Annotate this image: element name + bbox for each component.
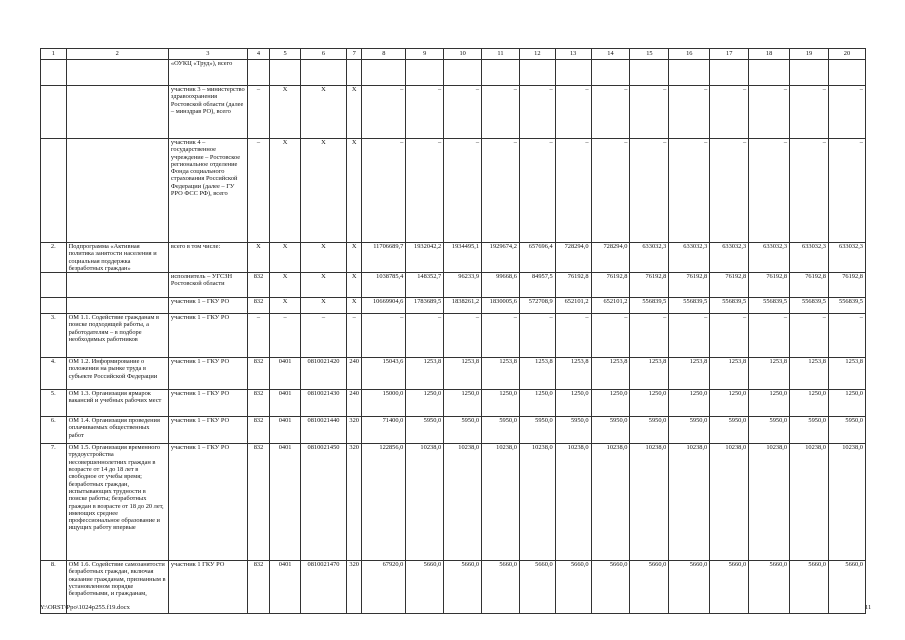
table-cell: 5950,0 (710, 417, 749, 444)
table-cell: 1250,0 (519, 390, 555, 417)
table-cell (630, 60, 669, 86)
table-cell: 1932042,2 (406, 243, 444, 273)
table-cell: 240 (347, 390, 362, 417)
table-cell: 10238,0 (749, 444, 790, 561)
column-number: 18 (749, 49, 790, 60)
table-cell (749, 60, 790, 86)
column-number: 13 (555, 49, 591, 60)
table-row (41, 298, 866, 314)
table-row (41, 390, 866, 417)
table-cell: X (270, 273, 301, 298)
table-cell: 0810021450 (300, 444, 346, 561)
table-cell: 633032,3 (790, 243, 829, 273)
table-cell: 728294,0 (591, 243, 630, 273)
table-cell: 76192,8 (555, 273, 591, 298)
table-cell: 1253,8 (669, 358, 710, 390)
table-cell: 832 (247, 417, 270, 444)
table-cell: 1838261,2 (444, 298, 482, 314)
table-cell: – (591, 314, 630, 358)
table-cell: 556839,5 (749, 298, 790, 314)
table-cell: 0401 (270, 444, 301, 561)
table-cell: 1253,8 (710, 358, 749, 390)
table-cell: 10238,0 (710, 444, 749, 561)
table-cell: ОМ 1.2. Информирование о положении на рынке труда в субъекте Российской Федерации (66, 358, 168, 390)
table-cell: 10238,0 (444, 444, 482, 561)
table-cell: 633032,3 (630, 243, 669, 273)
table-cell: 1250,0 (669, 390, 710, 417)
table-cell: 1250,0 (790, 390, 829, 417)
table-cell: участник 1 ГКУ РО (168, 561, 247, 614)
table-cell: 633032,3 (669, 243, 710, 273)
table-cell: 1250,0 (710, 390, 749, 417)
table-cell: X (300, 273, 346, 298)
table-cell: 84957,5 (519, 273, 555, 298)
table-cell: 10669904,6 (362, 298, 406, 314)
table-cell (482, 60, 520, 86)
table-cell: 1253,8 (630, 358, 669, 390)
table-cell: – (555, 314, 591, 358)
table-cell: участник 3 – министерство здравоохранения Ростовской области (далее – минздрав РО), всего (168, 86, 247, 139)
table-cell: – (828, 139, 865, 243)
table-cell: ОМ 1.6. Содействие самозанятости безработных граждан, включая оказание гражданам, признанным в установленном порядке безработными, и гражданам, (66, 561, 168, 614)
table-cell: 1250,0 (406, 390, 444, 417)
table-cell: «ОУКЦ «Труд»), всего (168, 60, 247, 86)
table-cell: X (300, 86, 346, 139)
table-cell: – (828, 86, 865, 139)
table-cell: 1253,8 (790, 358, 829, 390)
table-cell: 556839,5 (790, 298, 829, 314)
table-cell: X (270, 298, 301, 314)
table-cell: Подпрограмма «Активная политика занятости населения и социальная поддержка безработных граждан» (66, 243, 168, 273)
table-cell: 1038785,4 (362, 273, 406, 298)
table-cell: 10238,0 (482, 444, 520, 561)
table-cell: 832 (247, 298, 270, 314)
table-cell: 1250,0 (828, 390, 865, 417)
table-cell: 3. (41, 314, 67, 358)
table-cell: – (444, 86, 482, 139)
column-number: 6 (300, 49, 346, 60)
footer-file-path: Y:\ORST\Ppo\1024p255.f19.docx (40, 604, 130, 611)
table-cell: – (482, 86, 520, 139)
table-cell: 1253,8 (828, 358, 865, 390)
table-cell: ОМ 1.4. Организация проведения оплачиваемых общественных работ (66, 417, 168, 444)
table-cell: 5660,0 (406, 561, 444, 614)
table-cell (444, 60, 482, 86)
table-cell: 96233,9 (444, 273, 482, 298)
table-cell: 1253,8 (555, 358, 591, 390)
table-cell: X (247, 243, 270, 273)
table-cell: – (710, 314, 749, 358)
table-cell: – (362, 314, 406, 358)
table-cell: X (347, 298, 362, 314)
table-cell: 76192,8 (749, 273, 790, 298)
table-cell: 657696,4 (519, 243, 555, 273)
table-cell: 1253,8 (406, 358, 444, 390)
budget-table (40, 48, 866, 614)
table-cell: 1250,0 (555, 390, 591, 417)
table-row (41, 444, 866, 561)
table-cell: 10238,0 (406, 444, 444, 561)
table-cell: 1783689,5 (406, 298, 444, 314)
table-cell: 5660,0 (444, 561, 482, 614)
table-cell: 76192,8 (630, 273, 669, 298)
table-cell (362, 60, 406, 86)
table-cell: – (669, 314, 710, 358)
table-cell: 5. (41, 390, 67, 417)
column-number: 20 (828, 49, 865, 60)
table-cell: 1250,0 (591, 390, 630, 417)
column-number: 9 (406, 49, 444, 60)
table-cell: X (347, 86, 362, 139)
column-number: 7 (347, 49, 362, 60)
column-number: 14 (591, 49, 630, 60)
table-cell (66, 86, 168, 139)
table-cell (41, 60, 67, 86)
column-number: 2 (66, 49, 168, 60)
table-cell (669, 60, 710, 86)
table-cell: ОМ 1.1. Содействие гражданам в поиске подходящей работы, а работодателям – в подборе необходимых работников (66, 314, 168, 358)
table-cell: 67920,0 (362, 561, 406, 614)
table-cell: 1929674,2 (482, 243, 520, 273)
column-number: 3 (168, 49, 247, 60)
table-cell: X (270, 86, 301, 139)
table-cell: – (591, 139, 630, 243)
table-cell (66, 139, 168, 243)
table-cell: 76192,8 (669, 273, 710, 298)
table-row (41, 86, 866, 139)
table-cell: 5950,0 (591, 417, 630, 444)
table-cell: 7. (41, 444, 67, 561)
table-cell: 1253,8 (444, 358, 482, 390)
table-cell (66, 298, 168, 314)
table-cell: 2. (41, 243, 67, 273)
table-row (41, 314, 866, 358)
table-cell: X (300, 139, 346, 243)
table-cell: участник 1 – ГКУ РО (168, 444, 247, 561)
table-row (41, 139, 866, 243)
table-cell: 10238,0 (519, 444, 555, 561)
table-cell: 0810021470 (300, 561, 346, 614)
table-cell: – (630, 314, 669, 358)
table-cell: 832 (247, 390, 270, 417)
table-row (41, 243, 866, 273)
table-cell: 0810021420 (300, 358, 346, 390)
table-cell: – (482, 314, 520, 358)
column-number: 12 (519, 49, 555, 60)
table-cell: 76192,8 (790, 273, 829, 298)
column-number: 8 (362, 49, 406, 60)
table-cell: 1250,0 (482, 390, 520, 417)
table-cell: 5660,0 (828, 561, 865, 614)
table-cell (555, 60, 591, 86)
table-cell: 556839,5 (710, 298, 749, 314)
table-cell: – (790, 86, 829, 139)
table-cell (347, 60, 362, 86)
table-cell: X (270, 139, 301, 243)
table-cell: 5660,0 (790, 561, 829, 614)
table-cell: 320 (347, 417, 362, 444)
column-number: 10 (444, 49, 482, 60)
table-cell: 572708,9 (519, 298, 555, 314)
table-cell: участник 1 – ГКУ РО (168, 314, 247, 358)
table-cell: 10238,0 (790, 444, 829, 561)
table-cell: 320 (347, 444, 362, 561)
table-cell (41, 86, 67, 139)
table-cell (66, 60, 168, 86)
table-row (41, 358, 866, 390)
table-cell: 4. (41, 358, 67, 390)
table-cell: – (444, 139, 482, 243)
table-cell: 5660,0 (591, 561, 630, 614)
column-number: 5 (270, 49, 301, 60)
table-cell: 832 (247, 444, 270, 561)
table-cell: 5950,0 (444, 417, 482, 444)
column-number: 16 (669, 49, 710, 60)
table-cell: 10238,0 (669, 444, 710, 561)
table-cell: 10238,0 (630, 444, 669, 561)
table-cell: – (519, 86, 555, 139)
table-cell: – (555, 86, 591, 139)
table-cell: 556839,5 (828, 298, 865, 314)
table-cell: участник 1 – ГКУ РО (168, 417, 247, 444)
table-cell: 0810021440 (300, 417, 346, 444)
table-cell: 5660,0 (555, 561, 591, 614)
table-cell: всего в том числе: (168, 243, 247, 273)
table-cell: – (749, 314, 790, 358)
table-cell: – (630, 139, 669, 243)
column-number: 11 (482, 49, 520, 60)
table-cell: 633032,3 (749, 243, 790, 273)
table-cell: 71400,0 (362, 417, 406, 444)
table-cell: 10238,0 (591, 444, 630, 561)
table-cell: участник 4 – государственное учреждение – Ростовское региональное отделение Фонда социального страхования Российской Федерации (далее – ГУ РРО ФСС РФ), всего (168, 139, 247, 243)
table-cell: 5660,0 (482, 561, 520, 614)
table-cell: исполнитель – УГСЗН Ростовской области (168, 273, 247, 298)
table-cell: 652101,2 (591, 298, 630, 314)
table-cell: 556839,5 (669, 298, 710, 314)
table-cell: 832 (247, 561, 270, 614)
table-cell: 0810021430 (300, 390, 346, 417)
table-cell: 633032,3 (710, 243, 749, 273)
table-cell: 0401 (270, 561, 301, 614)
table-cell: 5950,0 (519, 417, 555, 444)
column-number: 19 (790, 49, 829, 60)
table-cell: – (790, 139, 829, 243)
table-cell (790, 60, 829, 86)
table-cell: 832 (247, 358, 270, 390)
table-cell (66, 273, 168, 298)
table-cell: – (710, 139, 749, 243)
table-cell: 1250,0 (444, 390, 482, 417)
table-cell: 652101,2 (555, 298, 591, 314)
table-cell: – (749, 139, 790, 243)
table-cell: 8. (41, 561, 67, 614)
table-cell: 5660,0 (749, 561, 790, 614)
table-cell: 5950,0 (790, 417, 829, 444)
table-cell: – (247, 314, 270, 358)
table-cell: – (444, 314, 482, 358)
column-number: 4 (247, 49, 270, 60)
table-cell (247, 60, 270, 86)
table-cell (591, 60, 630, 86)
table-cell: – (247, 139, 270, 243)
table-cell: 5660,0 (710, 561, 749, 614)
table-cell (300, 60, 346, 86)
table-cell: X (347, 139, 362, 243)
column-number: 15 (630, 49, 669, 60)
table-cell: 10238,0 (828, 444, 865, 561)
table-cell: – (669, 86, 710, 139)
table-cell: – (362, 86, 406, 139)
table-cell: – (519, 314, 555, 358)
table-cell: 1250,0 (749, 390, 790, 417)
table-cell: – (519, 139, 555, 243)
table-row (41, 273, 866, 298)
table-cell: 1250,0 (630, 390, 669, 417)
table-cell: 10238,0 (555, 444, 591, 561)
table-cell: 0401 (270, 417, 301, 444)
table-cell: X (270, 243, 301, 273)
table-cell: – (347, 314, 362, 358)
table-header-row (41, 49, 866, 60)
column-number: 1 (41, 49, 67, 60)
table-cell (41, 298, 67, 314)
table-cell: 1830005,6 (482, 298, 520, 314)
table-cell: 5950,0 (482, 417, 520, 444)
table-cell: – (630, 86, 669, 139)
table-cell: – (406, 314, 444, 358)
table-cell: 76192,8 (710, 273, 749, 298)
table-cell: ОМ 1.5. Организация временного трудоустройства несовершеннолетних граждан в возрасте от 14 до 18 лет в свободное от учебы время; безработных граждан, испытывающих трудности в поиске работы; безработных граждан в возрасте от 18 до 20 лет, имеющих среднее профессиональное образование и ищущих работу впервые (66, 444, 168, 561)
table-cell: – (300, 314, 346, 358)
table-cell: – (482, 139, 520, 243)
table-cell: X (300, 298, 346, 314)
table-cell: 15043,6 (362, 358, 406, 390)
table-cell: 5950,0 (555, 417, 591, 444)
table-cell: 99668,6 (482, 273, 520, 298)
table-cell: 0401 (270, 390, 301, 417)
table-cell: – (555, 139, 591, 243)
table-cell: 728294,0 (555, 243, 591, 273)
table-cell (519, 60, 555, 86)
table-cell: 1253,8 (749, 358, 790, 390)
table-cell: X (347, 243, 362, 273)
table-cell: 5660,0 (630, 561, 669, 614)
table-cell: X (300, 243, 346, 273)
table-cell: 1253,8 (591, 358, 630, 390)
table-row (41, 60, 866, 86)
table-cell: 5950,0 (669, 417, 710, 444)
table-cell: участник 1 – ГКУ РО (168, 298, 247, 314)
table-cell: – (591, 86, 630, 139)
table-cell: – (669, 139, 710, 243)
table-cell: 148352,7 (406, 273, 444, 298)
table-cell (270, 60, 301, 86)
table-cell: 5950,0 (630, 417, 669, 444)
table-cell: 15000,0 (362, 390, 406, 417)
table-cell: 11706689,7 (362, 243, 406, 273)
table-cell: 76192,8 (591, 273, 630, 298)
table-cell: – (247, 86, 270, 139)
table-cell: – (362, 139, 406, 243)
table-cell: 1253,8 (519, 358, 555, 390)
table-cell: 6. (41, 417, 67, 444)
table-cell: 320 (347, 561, 362, 614)
table-cell: – (710, 86, 749, 139)
column-number: 17 (710, 49, 749, 60)
table-cell: 633032,3 (828, 243, 865, 273)
table-cell: 240 (347, 358, 362, 390)
table-cell: 832 (247, 273, 270, 298)
table-cell: X (347, 273, 362, 298)
table-cell: 76192,8 (828, 273, 865, 298)
table-cell: – (406, 139, 444, 243)
table-cell: ОМ 1.3. Организация ярмарок вакансий и учебных рабочих мест (66, 390, 168, 417)
table-cell: – (749, 86, 790, 139)
table-cell (828, 60, 865, 86)
table-cell: 5950,0 (406, 417, 444, 444)
table-cell: 5950,0 (828, 417, 865, 444)
table-cell: – (828, 314, 865, 358)
table-cell: 122856,0 (362, 444, 406, 561)
table-cell: – (270, 314, 301, 358)
table-cell (710, 60, 749, 86)
page-number: 11 (865, 604, 872, 611)
table-cell: – (406, 86, 444, 139)
table-cell: участник 1 – ГКУ РО (168, 390, 247, 417)
table-row (41, 561, 866, 614)
table-cell: 556839,5 (630, 298, 669, 314)
table-row (41, 417, 866, 444)
table-cell: участник 1 – ГКУ РО (168, 358, 247, 390)
table-cell: 1253,8 (482, 358, 520, 390)
table-cell (41, 273, 67, 298)
table-cell: – (790, 314, 829, 358)
table-cell (41, 139, 67, 243)
table-cell: 5660,0 (669, 561, 710, 614)
table-cell: 5950,0 (749, 417, 790, 444)
table-cell: 0401 (270, 358, 301, 390)
table-cell: 5660,0 (519, 561, 555, 614)
table-cell: 1934495,1 (444, 243, 482, 273)
table-cell (406, 60, 444, 86)
